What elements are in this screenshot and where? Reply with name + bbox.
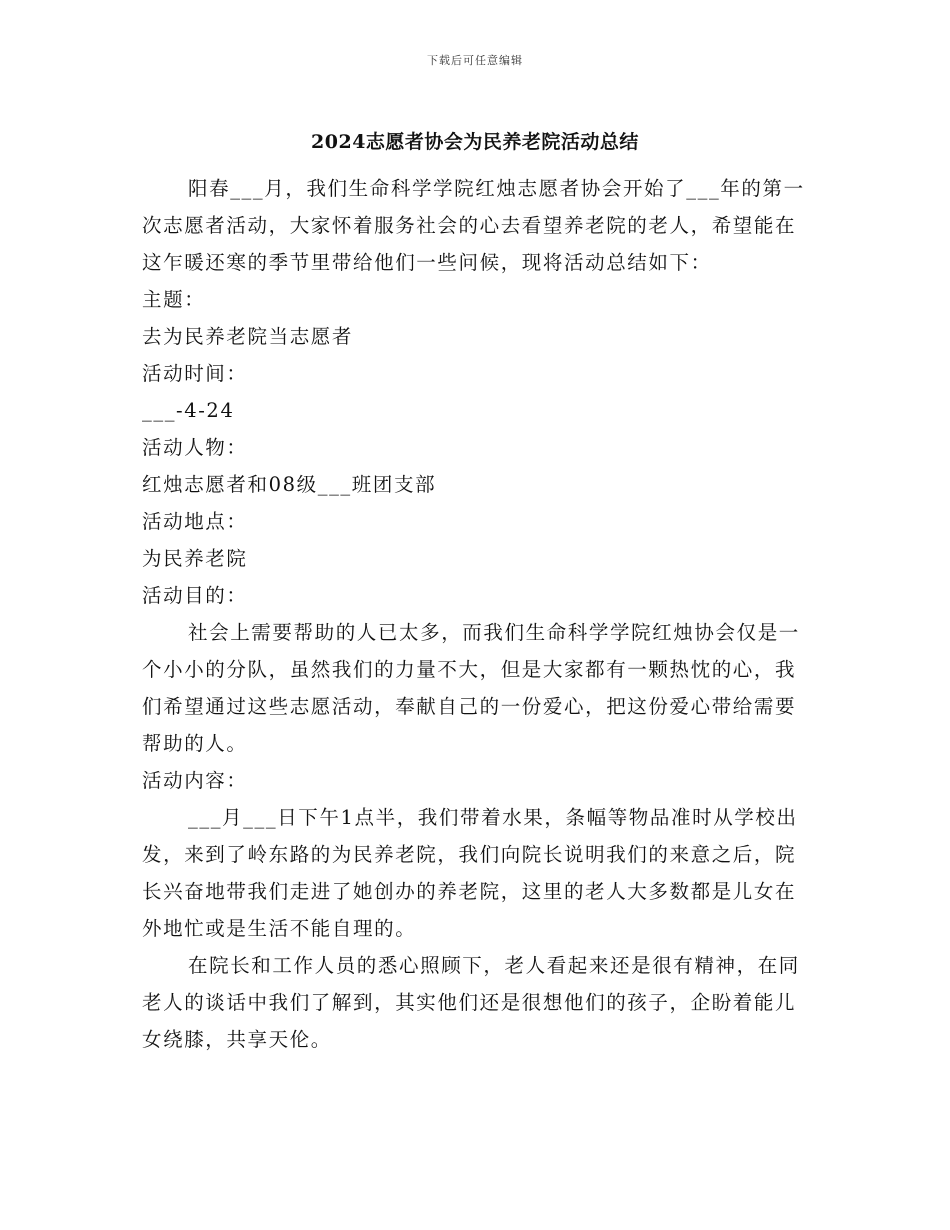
time-value: ___-4-24 xyxy=(142,399,235,422)
content-label: 活动内容： xyxy=(142,769,248,792)
purpose-label: 活动目的： xyxy=(142,584,248,607)
people-value: 红烛志愿者和08级___班团支部 xyxy=(142,473,437,496)
purpose-paragraph: 社会上需要帮助的人已太多，而我们生命科学学院红烛协会仅是一个小小的分队，虽然我们的力量不大，但是大家都有一颗热忱的心，我们希望通过这些志愿活动，奉献自己的一份爱心，把这份爱心带给需要帮助的人。 xyxy=(142,621,800,755)
content-paragraph-2: 在院长和工作人员的悉心照顾下，老人看起来还是很有精神，在同老人的谈话中我们了解到，其实他们还是很想他们的孩子，企盼着能儿女绕膝，共享天伦。 xyxy=(142,954,800,1051)
content-paragraph-1: ___月___日下午1点半，我们带着水果，条幅等物品准时从学校出发，来到了岭东路的为民养老院，我们向院长说明我们的来意之后，院长兴奋地带我们走进了她创办的养老院，这里的老人大多数都是儿女在外地忙或是生活不能自理的。 xyxy=(142,806,798,940)
page-header-note: 下载后可任意编辑 xyxy=(427,54,523,67)
theme-value: 去为民养老院当志愿者 xyxy=(142,325,354,348)
place-value: 为民养老院 xyxy=(142,547,248,570)
place-label: 活动地点： xyxy=(142,510,248,533)
document-title: 2024志愿者协会为民养老院活动总结 xyxy=(311,131,639,153)
intro-paragraph: 阳春___月，我们生命科学学院红烛志愿者协会开始了___年的第一次志愿者活动，大家怀着服务社会的心去看望养老院的老人，希望能在这乍暖还寒的季节里带给他们一些问候，现将活动总结如下： xyxy=(142,177,805,274)
theme-label: 主题： xyxy=(142,288,206,311)
document-body xyxy=(142,170,812,1058)
time-label: 活动时间： xyxy=(142,362,248,385)
people-label: 活动人物： xyxy=(142,436,248,459)
